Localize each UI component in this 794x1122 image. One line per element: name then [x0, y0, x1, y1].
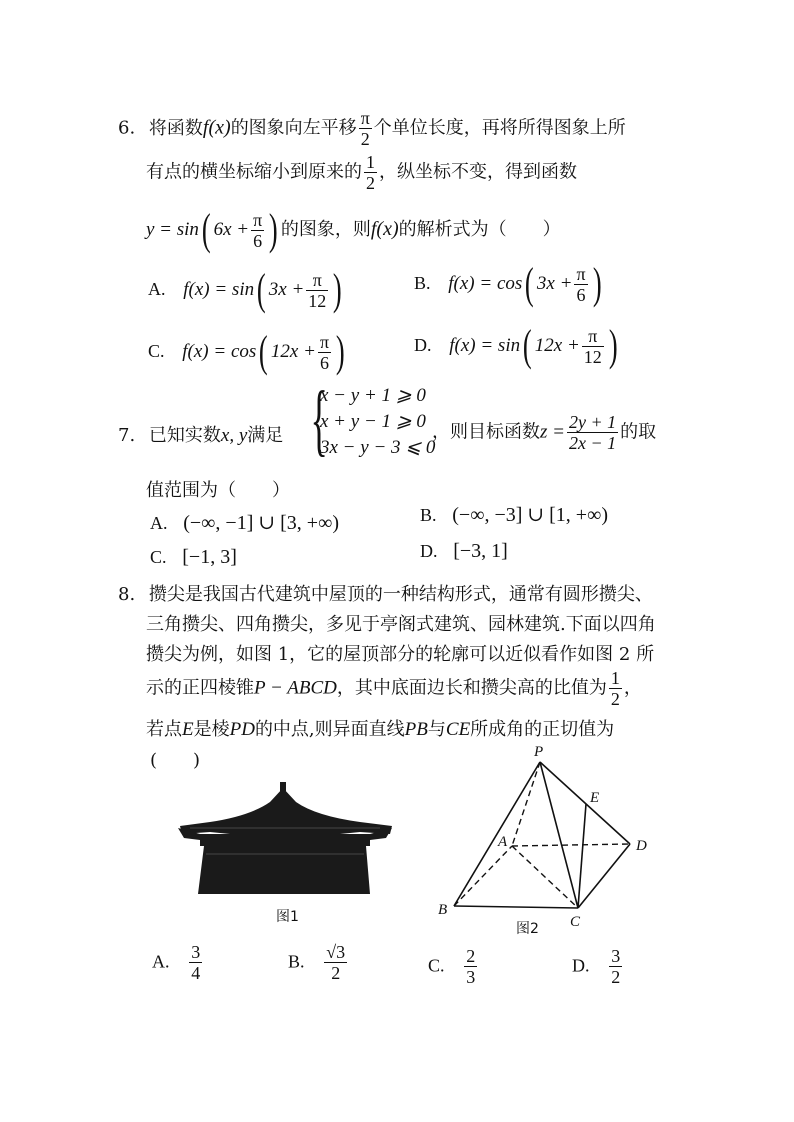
q8-option-a[interactable]: A. $\frac{3}{4}$ — [152, 942, 201, 983]
q7-option-b[interactable]: B. (−∞, −3] ∪ [1, +∞) — [420, 504, 609, 526]
q8-option-c[interactable]: C. $\frac{2}{3}$ — [428, 946, 476, 987]
q8-line5: 若点E是棱PD的中点,则异面直线PB与CE所成角的正切值为 — [146, 719, 615, 740]
q7-line2: 值范围为（ ） — [146, 480, 290, 501]
q6-number: 6. — [118, 117, 136, 139]
figure2-pyramid-diagram — [430, 736, 660, 926]
q6-line3: y = sin( 6x + $\frac{\pi}{6}$ ) 的图象，则f(x)的解析式为（ ） — [146, 205, 561, 254]
q7-system-brace: { — [310, 376, 328, 464]
fraction-pi-over-2: $\frac{\pi}{2}$ — [360, 108, 370, 149]
figure1-caption: 图1 — [276, 909, 299, 925]
q6-option-a[interactable]: A. f(x) = sin( 3x + $\frac{\pi}{12}$ ) — [148, 265, 343, 314]
q8-option-d[interactable]: D. $\frac{3}{2}$ — [572, 946, 621, 987]
q7-line1-right: ，则目标函数z = $\frac{2y + 1}{2x - 1}$ 的取 — [432, 412, 657, 453]
q8-line1: 8. 攒尖是我国古代建筑中屋顶的一种结构形式，通常有圆形攒尖、 — [118, 584, 653, 605]
fraction-one-half: $\frac{1}{2}$ — [366, 152, 375, 193]
vertex-label-d: D — [636, 838, 647, 854]
figure2-caption: 图2 — [516, 921, 539, 937]
vertex-label-b: B — [438, 902, 448, 918]
q7-constraint-system: x − y + 1 ⩾ 0 x + y − 1 ⩾ 0 3x − y − 3 ⩽ 0 — [320, 385, 436, 458]
vertex-label-c: C — [570, 914, 581, 926]
vertex-label-e: E — [590, 790, 600, 806]
q8-line4: 示的正四棱锥P − ABCD，其中底面边长和攒尖高的比值为 $\frac{1}{2}$ ， — [146, 668, 642, 709]
q6-option-b[interactable]: B. f(x) = cos( 3x + $\frac{\pi}{6}$ ) — [414, 259, 602, 308]
q7-line1-left: 7. 已知实数x, y满足 — [118, 425, 284, 446]
q6-line2: 有点的横坐标缩小到原来的 $\frac{1}{2}$ ，纵坐标不变，得到函数 — [146, 152, 577, 193]
q6-option-d[interactable]: D. f(x) = sin( 12x + $\frac{\pi}{12}$ ) — [414, 321, 618, 370]
objective-fraction: $\frac{2y + 1}{2x - 1}$ — [568, 412, 617, 453]
q8-line3: 攒尖为例，如图 1，它的屋顶部分的轮廓可以近似看作如图 2 所 — [146, 644, 655, 665]
q6-option-c[interactable]: C. f(x) = cos( 12x + $\frac{\pi}{6}$ ) — [148, 327, 345, 376]
q8-line6: ( ) — [150, 750, 201, 771]
q6-line1: 6. 将函数f(x)的图象向左平移 $\frac{\pi}{2}$ 个单位长度，再将所得图象上所 — [118, 108, 626, 149]
q7-option-a[interactable]: A. (−∞, −1] ∪ [3, +∞) — [150, 512, 339, 534]
vertex-label-p: P — [534, 744, 544, 760]
q7-option-d[interactable]: D. [−3, 1] — [420, 540, 508, 562]
q7-number: 7. — [118, 425, 136, 446]
q7-option-c[interactable]: C. [−1, 3] — [150, 546, 237, 568]
figure1-pavilion-image — [170, 778, 400, 902]
vertex-label-a: A — [498, 834, 508, 850]
q8-line2: 三角攒尖、四角攒尖，多见于亭阁式建筑、园林建筑.下面以四角 — [146, 614, 656, 635]
q8-option-b[interactable]: B. $\frac{√3}{2}$ — [288, 942, 346, 983]
q8-number: 8. — [118, 584, 136, 605]
